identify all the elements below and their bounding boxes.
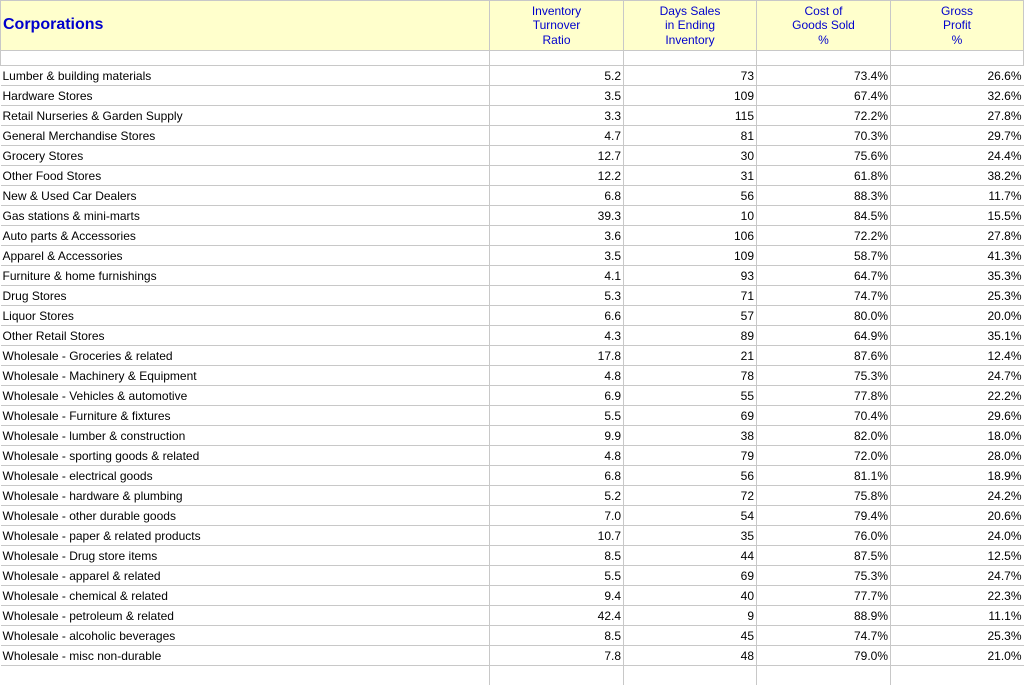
turnover-ratio-cell[interactable]: 6.9 bbox=[490, 386, 624, 406]
industry-name-cell[interactable]: Apparel & Accessories bbox=[1, 246, 490, 266]
turnover-ratio-cell[interactable]: 42.4 bbox=[490, 606, 624, 626]
gross-profit-cell[interactable]: 35.1% bbox=[891, 326, 1024, 346]
table-row bbox=[1, 386, 1024, 406]
table-row bbox=[1, 226, 1024, 246]
days-sales-cell[interactable]: 81 bbox=[624, 126, 757, 146]
cogs-percent-cell[interactable]: 67.4% bbox=[757, 86, 891, 106]
cogs-percent-cell[interactable]: 72.0% bbox=[757, 446, 891, 466]
gross-profit-cell[interactable]: 27.8% bbox=[891, 226, 1024, 246]
cogs-percent-cell[interactable]: 75.3% bbox=[757, 566, 891, 586]
industry-name-cell[interactable]: Wholesale - misc non-durable bbox=[1, 646, 490, 666]
industry-name-cell[interactable]: Wholesale - chemical & related bbox=[1, 586, 490, 606]
cogs-percent-cell[interactable]: 79.0% bbox=[757, 646, 891, 666]
cogs-percent-cell[interactable]: 70.3% bbox=[757, 126, 891, 146]
cogs-percent-cell[interactable]: 64.7% bbox=[757, 266, 891, 286]
turnover-ratio-cell[interactable]: 3.3 bbox=[490, 106, 624, 126]
turnover-ratio-cell[interactable]: 12.7 bbox=[490, 146, 624, 166]
days-sales-cell[interactable]: 48 bbox=[624, 646, 757, 666]
cogs-percent-cell[interactable]: 87.5% bbox=[757, 546, 891, 566]
gross-profit-cell[interactable]: 11.7% bbox=[891, 186, 1024, 206]
table-row bbox=[1, 606, 1024, 626]
cogs-percent-cell[interactable]: 82.0% bbox=[757, 426, 891, 446]
spacer-cell[interactable] bbox=[1, 51, 490, 66]
cogs-percent-cell[interactable]: 61.8% bbox=[757, 166, 891, 186]
days-sales-cell[interactable]: 89 bbox=[624, 326, 757, 346]
days-sales-cell[interactable]: 109 bbox=[624, 246, 757, 266]
cogs-percent-cell[interactable]: 88.9% bbox=[757, 606, 891, 626]
table-row bbox=[1, 146, 1024, 166]
turnover-ratio-cell[interactable]: 9.9 bbox=[490, 426, 624, 446]
turnover-ratio-cell[interactable]: 6.8 bbox=[490, 466, 624, 486]
table-row bbox=[1, 526, 1024, 546]
days-sales-cell[interactable]: 69 bbox=[624, 566, 757, 586]
spacer-cell[interactable] bbox=[490, 51, 624, 66]
gross-profit-cell[interactable]: 24.2% bbox=[891, 486, 1024, 506]
turnover-ratio-cell[interactable]: 8.5 bbox=[490, 546, 624, 566]
gross-profit-cell[interactable]: 24.0% bbox=[891, 526, 1024, 546]
gross-profit-cell[interactable]: 22.3% bbox=[891, 586, 1024, 606]
header-inventory-turnover[interactable]: Inventory Turnover Ratio bbox=[490, 1, 624, 51]
table-row bbox=[1, 66, 1024, 86]
gross-profit-cell[interactable]: 22.2% bbox=[891, 386, 1024, 406]
industry-name-cell[interactable]: Wholesale - hardware & plumbing bbox=[1, 486, 490, 506]
industry-name-cell[interactable]: Wholesale - apparel & related bbox=[1, 566, 490, 586]
turnover-ratio-cell[interactable]: 3.5 bbox=[490, 246, 624, 266]
gross-profit-cell[interactable]: 15.5% bbox=[891, 206, 1024, 226]
industry-name-cell[interactable]: Gas stations & mini-marts bbox=[1, 206, 490, 226]
days-sales-cell[interactable]: 73 bbox=[624, 66, 757, 86]
industry-name-cell[interactable]: Wholesale - petroleum & related bbox=[1, 606, 490, 626]
spacer-row bbox=[1, 51, 1024, 66]
days-sales-cell[interactable]: 69 bbox=[624, 406, 757, 426]
cogs-percent-cell[interactable]: 77.7% bbox=[757, 586, 891, 606]
gross-profit-cell[interactable]: 18.0% bbox=[891, 426, 1024, 446]
days-sales-cell[interactable]: 10 bbox=[624, 206, 757, 226]
cogs-percent-cell[interactable]: 81.1% bbox=[757, 466, 891, 486]
header-gross-profit[interactable]: Gross Profit % bbox=[891, 1, 1024, 51]
empty-row bbox=[1, 666, 1024, 686]
gross-profit-cell[interactable]: 41.3% bbox=[891, 246, 1024, 266]
turnover-ratio-cell[interactable]: 4.7 bbox=[490, 126, 624, 146]
table-row bbox=[1, 426, 1024, 446]
table-row bbox=[1, 626, 1024, 646]
table-row bbox=[1, 586, 1024, 606]
days-sales-cell[interactable]: 106 bbox=[624, 226, 757, 246]
days-sales-cell[interactable]: 57 bbox=[624, 306, 757, 326]
empty-cell[interactable] bbox=[624, 666, 757, 686]
turnover-ratio-cell[interactable]: 5.3 bbox=[490, 286, 624, 306]
industry-name-cell[interactable]: Wholesale - Machinery & Equipment bbox=[1, 366, 490, 386]
table-row bbox=[1, 366, 1024, 386]
gross-profit-cell[interactable]: 24.4% bbox=[891, 146, 1024, 166]
days-sales-cell[interactable]: 40 bbox=[624, 586, 757, 606]
gross-profit-cell[interactable]: 25.3% bbox=[891, 626, 1024, 646]
days-sales-cell[interactable]: 56 bbox=[624, 186, 757, 206]
days-sales-cell[interactable]: 21 bbox=[624, 346, 757, 366]
table-row bbox=[1, 346, 1024, 366]
table-row bbox=[1, 186, 1024, 206]
industry-name-cell[interactable]: Grocery Stores bbox=[1, 146, 490, 166]
cogs-percent-cell[interactable]: 77.8% bbox=[757, 386, 891, 406]
industry-name-cell[interactable]: Retail Nurseries & Garden Supply bbox=[1, 106, 490, 126]
industry-name-cell[interactable]: Auto parts & Accessories bbox=[1, 226, 490, 246]
days-sales-cell[interactable]: 35 bbox=[624, 526, 757, 546]
turnover-ratio-cell[interactable]: 6.6 bbox=[490, 306, 624, 326]
gross-profit-cell[interactable]: 25.3% bbox=[891, 286, 1024, 306]
days-sales-cell[interactable]: 38 bbox=[624, 426, 757, 446]
turnover-ratio-cell[interactable]: 3.5 bbox=[490, 86, 624, 106]
days-sales-cell[interactable]: 9 bbox=[624, 606, 757, 626]
table-row bbox=[1, 566, 1024, 586]
industry-name-cell[interactable]: Other Retail Stores bbox=[1, 326, 490, 346]
gross-profit-cell[interactable]: 21.0% bbox=[891, 646, 1024, 666]
turnover-ratio-cell[interactable]: 7.0 bbox=[490, 506, 624, 526]
table-row bbox=[1, 466, 1024, 486]
industry-name-cell[interactable]: Furniture & home furnishings bbox=[1, 266, 490, 286]
cogs-percent-cell[interactable]: 72.2% bbox=[757, 106, 891, 126]
turnover-ratio-cell[interactable]: 17.8 bbox=[490, 346, 624, 366]
days-sales-cell[interactable]: 56 bbox=[624, 466, 757, 486]
days-sales-cell[interactable]: 31 bbox=[624, 166, 757, 186]
table-row bbox=[1, 106, 1024, 126]
spacer-cell[interactable] bbox=[624, 51, 757, 66]
header-days-sales[interactable]: Days Sales in Ending Inventory bbox=[624, 1, 757, 51]
table-row bbox=[1, 446, 1024, 466]
days-sales-cell[interactable]: 71 bbox=[624, 286, 757, 306]
gross-profit-cell[interactable]: 24.7% bbox=[891, 366, 1024, 386]
spacer-cell[interactable] bbox=[757, 51, 891, 66]
turnover-ratio-cell[interactable]: 6.8 bbox=[490, 186, 624, 206]
empty-cell[interactable] bbox=[490, 666, 624, 686]
table-row bbox=[1, 126, 1024, 146]
turnover-ratio-cell[interactable]: 3.6 bbox=[490, 226, 624, 246]
table-row bbox=[1, 206, 1024, 226]
gross-profit-cell[interactable]: 38.2% bbox=[891, 166, 1024, 186]
industry-name-cell[interactable]: Wholesale - Groceries & related bbox=[1, 346, 490, 366]
days-sales-cell[interactable]: 109 bbox=[624, 86, 757, 106]
header-corporations[interactable]: Corporations bbox=[1, 1, 490, 51]
table-row bbox=[1, 486, 1024, 506]
spacer-cell[interactable] bbox=[891, 51, 1024, 66]
cogs-percent-cell[interactable]: 88.3% bbox=[757, 186, 891, 206]
cogs-percent-cell[interactable]: 72.2% bbox=[757, 226, 891, 246]
empty-cell[interactable] bbox=[1, 666, 490, 686]
gross-profit-cell[interactable]: 20.0% bbox=[891, 306, 1024, 326]
cogs-percent-cell[interactable]: 75.6% bbox=[757, 146, 891, 166]
table-row bbox=[1, 326, 1024, 346]
industry-name-cell[interactable]: Hardware Stores bbox=[1, 86, 490, 106]
industry-name-cell[interactable]: Wholesale - paper & related products bbox=[1, 526, 490, 546]
header-row bbox=[1, 1, 1024, 51]
turnover-ratio-cell[interactable]: 10.7 bbox=[490, 526, 624, 546]
gross-profit-cell[interactable]: 20.6% bbox=[891, 506, 1024, 526]
industry-name-cell[interactable]: Other Food Stores bbox=[1, 166, 490, 186]
turnover-ratio-cell[interactable]: 12.2 bbox=[490, 166, 624, 186]
industry-name-cell[interactable]: Drug Stores bbox=[1, 286, 490, 306]
industry-name-cell[interactable]: Wholesale - electrical goods bbox=[1, 466, 490, 486]
turnover-ratio-cell[interactable]: 4.8 bbox=[490, 366, 624, 386]
cogs-percent-cell[interactable]: 84.5% bbox=[757, 206, 891, 226]
cogs-percent-cell[interactable]: 58.7% bbox=[757, 246, 891, 266]
gross-profit-cell[interactable]: 24.7% bbox=[891, 566, 1024, 586]
gross-profit-cell[interactable]: 11.1% bbox=[891, 606, 1024, 626]
days-sales-cell[interactable]: 79 bbox=[624, 446, 757, 466]
table-row bbox=[1, 306, 1024, 326]
gross-profit-cell[interactable]: 29.7% bbox=[891, 126, 1024, 146]
gross-profit-cell[interactable]: 28.0% bbox=[891, 446, 1024, 466]
gross-profit-cell[interactable]: 18.9% bbox=[891, 466, 1024, 486]
turnover-ratio-cell[interactable]: 4.8 bbox=[490, 446, 624, 466]
days-sales-cell[interactable]: 55 bbox=[624, 386, 757, 406]
gross-profit-cell[interactable]: 27.8% bbox=[891, 106, 1024, 126]
industry-name-cell[interactable]: Wholesale - Vehicles & automotive bbox=[1, 386, 490, 406]
cogs-percent-cell[interactable]: 74.7% bbox=[757, 626, 891, 646]
turnover-ratio-cell[interactable]: 39.3 bbox=[490, 206, 624, 226]
days-sales-cell[interactable]: 54 bbox=[624, 506, 757, 526]
days-sales-cell[interactable]: 115 bbox=[624, 106, 757, 126]
table-row bbox=[1, 86, 1024, 106]
industry-name-cell[interactable]: Wholesale - sporting goods & related bbox=[1, 446, 490, 466]
industry-name-cell[interactable]: General Merchandise Stores bbox=[1, 126, 490, 146]
gross-profit-cell[interactable]: 26.6% bbox=[891, 66, 1024, 86]
turnover-ratio-cell[interactable]: 4.3 bbox=[490, 326, 624, 346]
days-sales-cell[interactable]: 93 bbox=[624, 266, 757, 286]
days-sales-cell[interactable]: 30 bbox=[624, 146, 757, 166]
days-sales-cell[interactable]: 72 bbox=[624, 486, 757, 506]
turnover-ratio-cell[interactable]: 4.1 bbox=[490, 266, 624, 286]
cogs-percent-cell[interactable]: 73.4% bbox=[757, 66, 891, 86]
cogs-percent-cell[interactable]: 79.4% bbox=[757, 506, 891, 526]
table-row bbox=[1, 286, 1024, 306]
table-row bbox=[1, 506, 1024, 526]
gross-profit-cell[interactable]: 35.3% bbox=[891, 266, 1024, 286]
header-cost-of-goods[interactable]: Cost of Goods Sold % bbox=[757, 1, 891, 51]
table-row bbox=[1, 646, 1024, 666]
days-sales-cell[interactable]: 44 bbox=[624, 546, 757, 566]
industry-name-cell[interactable]: Wholesale - Drug store items bbox=[1, 546, 490, 566]
days-sales-cell[interactable]: 45 bbox=[624, 626, 757, 646]
days-sales-cell[interactable]: 78 bbox=[624, 366, 757, 386]
empty-cell[interactable] bbox=[757, 666, 891, 686]
industry-name-cell[interactable]: Wholesale - lumber & construction bbox=[1, 426, 490, 446]
cogs-percent-cell[interactable]: 75.3% bbox=[757, 366, 891, 386]
cogs-percent-cell[interactable]: 80.0% bbox=[757, 306, 891, 326]
industry-name-cell[interactable]: Wholesale - Furniture & fixtures bbox=[1, 406, 490, 426]
industry-name-cell[interactable]: Wholesale - alcoholic beverages bbox=[1, 626, 490, 646]
table-row bbox=[1, 266, 1024, 286]
cogs-percent-cell[interactable]: 70.4% bbox=[757, 406, 891, 426]
gross-profit-cell[interactable]: 12.4% bbox=[891, 346, 1024, 366]
cogs-percent-cell[interactable]: 76.0% bbox=[757, 526, 891, 546]
gross-profit-cell[interactable]: 29.6% bbox=[891, 406, 1024, 426]
industry-name-cell[interactable]: Wholesale - other durable goods bbox=[1, 506, 490, 526]
cogs-percent-cell[interactable]: 87.6% bbox=[757, 346, 891, 366]
turnover-ratio-cell[interactable]: 5.2 bbox=[490, 66, 624, 86]
gross-profit-cell[interactable]: 12.5% bbox=[891, 546, 1024, 566]
turnover-ratio-cell[interactable]: 7.8 bbox=[490, 646, 624, 666]
turnover-ratio-cell[interactable]: 5.5 bbox=[490, 566, 624, 586]
industry-name-cell[interactable]: New & Used Car Dealers bbox=[1, 186, 490, 206]
turnover-ratio-cell[interactable]: 8.5 bbox=[490, 626, 624, 646]
table-row bbox=[1, 406, 1024, 426]
gross-profit-cell[interactable]: 32.6% bbox=[891, 86, 1024, 106]
turnover-ratio-cell[interactable]: 9.4 bbox=[490, 586, 624, 606]
turnover-ratio-cell[interactable]: 5.2 bbox=[490, 486, 624, 506]
empty-cell[interactable] bbox=[891, 666, 1024, 686]
turnover-ratio-cell[interactable]: 5.5 bbox=[490, 406, 624, 426]
industry-name-cell[interactable]: Lumber & building materials bbox=[1, 66, 490, 86]
cogs-percent-cell[interactable]: 75.8% bbox=[757, 486, 891, 506]
cogs-percent-cell[interactable]: 74.7% bbox=[757, 286, 891, 306]
cogs-percent-cell[interactable]: 64.9% bbox=[757, 326, 891, 346]
table-row bbox=[1, 166, 1024, 186]
table-row bbox=[1, 546, 1024, 566]
table-row bbox=[1, 246, 1024, 266]
industry-name-cell[interactable]: Liquor Stores bbox=[1, 306, 490, 326]
